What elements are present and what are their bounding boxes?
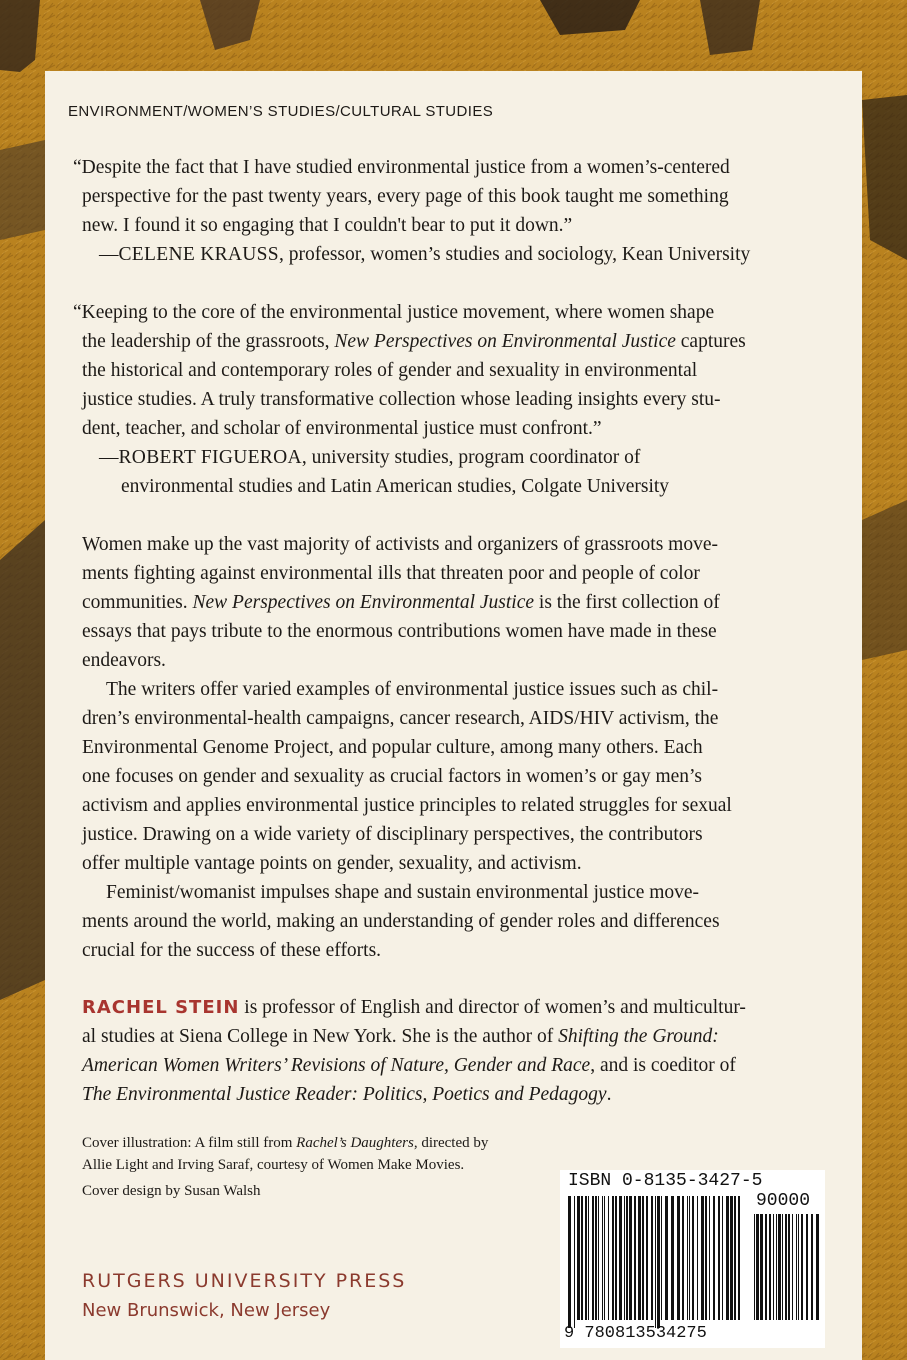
barcode-bar [734, 1196, 736, 1320]
desc-p1-line-5: endeavors. [82, 650, 166, 671]
barcode-bar [738, 1196, 740, 1320]
barcode-bar [665, 1196, 668, 1320]
barcode-bar [709, 1196, 710, 1320]
desc-p2-line-2: dren’s environmental-health campaigns, cancer research, AIDS/HIV activism, the [82, 708, 719, 729]
barcode-bar [682, 1196, 684, 1320]
author-bio-line4-post: . [606, 1084, 612, 1105]
quote1-attr-dash: — [99, 244, 119, 265]
quote1-line-3: new. I found it so engaging that I couldn't bear to put it down.” [82, 215, 573, 236]
barcode-bar [602, 1196, 603, 1320]
desc-p2-line-4: one focuses on gender and sexuality as crucial factors in women’s or gay men’s [82, 766, 703, 787]
barcode-bar [785, 1214, 787, 1320]
barcode-bar [788, 1214, 790, 1320]
ean-group-1: 780813 [584, 1324, 646, 1343]
ean-group-2: 534275 [645, 1324, 707, 1343]
barcode-bar [697, 1196, 698, 1320]
barcode-bar [642, 1196, 644, 1320]
author-bio-line2-pre: al studies at Siena College in New York. She is the author of [82, 1026, 559, 1047]
barcode-bar [730, 1196, 733, 1320]
quote2-line2-pre: the leadership of the grassroots, [82, 331, 335, 352]
price-code-text: 90000 [756, 1191, 811, 1211]
barcode-bar [629, 1196, 632, 1320]
barcode-bar [722, 1196, 723, 1320]
barcode-bar [760, 1214, 763, 1320]
author-book1-title-part2: American Women Writers’ Revisions of Nature, Gender and Race [82, 1055, 591, 1076]
quote2-line2-post: captures [675, 331, 746, 352]
author-bio-line1-rest: is professor of English and director of women’s and multicultur- [239, 997, 746, 1018]
barcode-bar [608, 1196, 609, 1320]
barcode-bar [689, 1196, 690, 1320]
quote2-attribution [99, 443, 640, 472]
ean-digits [564, 1324, 707, 1343]
author-bio-line-3 [82, 1051, 736, 1080]
barcode-bar [626, 1196, 628, 1320]
barcode-bar [577, 1196, 580, 1320]
cover-illustration-credit [82, 1132, 488, 1154]
barcode-bar [806, 1214, 808, 1320]
barcode-bar [713, 1196, 715, 1320]
author-bio-line-2 [82, 1022, 719, 1051]
desc-p3-line-3: crucial for the success of these efforts. [82, 940, 382, 961]
barcode-bar [604, 1196, 605, 1320]
barcode-bar [657, 1196, 660, 1328]
category-label: ENVIRONMENT/WOMEN’S STUDIES/CULTURAL STUDIES [68, 103, 494, 120]
desc-p2-line-3: Environmental Genome Project, and popular culture, among many others. Each [82, 737, 703, 758]
cover-illustration-credit-line-2: Allie Light and Irving Saraf, courtesy of Women Make Movies. [82, 1157, 465, 1173]
barcode-bar [687, 1196, 688, 1320]
desc-p1-line3-post: is the first collection of [534, 592, 720, 613]
quote1-line-1: “Despite the fact that I have studied environmental justice from a women’s-centered [73, 157, 730, 178]
publisher-name: RUTGERS UNIVERSITY PRESS [82, 1270, 407, 1292]
barcode-bar [638, 1196, 641, 1320]
barcode-bar [754, 1214, 755, 1320]
illus-pre: Cover illustration: A film still from [82, 1135, 297, 1151]
barcode-bar [655, 1196, 656, 1328]
quote2-attr-name: ROBERT FIGUEROA [118, 447, 302, 468]
barcode-bar [726, 1196, 729, 1320]
barcode-bar [612, 1196, 614, 1320]
desc-p2-line-6: justice. Drawing on a wide variety of disciplinary perspectives, the contributors [82, 824, 703, 845]
barcode-bar [592, 1196, 594, 1320]
desc-p1-book-title: New Perspectives on Environmental Justice [192, 592, 535, 613]
quote2-line-3: the historical and contemporary roles of gender and sexuality in environmental [82, 360, 698, 381]
barcode-bar [692, 1196, 694, 1320]
desc-p1-line-1: Women make up the vast majority of activists and organizers of grassroots move- [82, 534, 718, 555]
addon-barcode [752, 1214, 822, 1328]
barcode-bar [574, 1196, 575, 1328]
barcode-bar [624, 1196, 625, 1320]
quote1-attribution [99, 240, 750, 269]
desc-p3-line-2: ments around the world, making an understanding of gender roles and differences [82, 911, 720, 932]
barcode-bar [769, 1214, 771, 1320]
quote1-attr-rest: , professor, women’s studies and sociology, Kean University [278, 244, 751, 265]
barcode-bar [778, 1214, 781, 1320]
quote2-line-5: dent, teacher, and scholar of environmental justice must confront.” [82, 418, 602, 439]
barcode-bar [701, 1196, 704, 1320]
barcode-bar [588, 1196, 589, 1320]
ean-first-digit: 9 [564, 1324, 575, 1343]
quote1-line-2: perspective for the past twenty years, every page of this book taught me something [82, 186, 729, 207]
barcode-bar [798, 1214, 799, 1320]
quote2-line-4: justice studies. A truly transformative collection whose leading insights every stu- [82, 389, 721, 410]
desc-p3-line-1: Feminist/womanist impulses shape and sustain environmental justice move- [106, 882, 700, 903]
barcode-bar [619, 1196, 622, 1320]
barcode-bar [773, 1214, 774, 1320]
desc-p2-line-7: offer multiple vantage points on gender, sexuality, and activism. [82, 853, 582, 874]
desc-p2-line-1: The writers offer varied examples of environmental justice issues such as chil- [106, 679, 719, 700]
illus-film-title: Rachel’s Daughters [296, 1135, 414, 1151]
barcode-bar [765, 1214, 767, 1320]
barcode-bar [792, 1214, 793, 1320]
barcode-bar [651, 1196, 653, 1320]
isbn-text: ISBN 0-8135-3427-5 [568, 1171, 763, 1191]
desc-p1-line-3 [82, 588, 720, 617]
barcode-bar [801, 1214, 803, 1320]
barcode-bar [646, 1196, 648, 1320]
barcode-bar [677, 1196, 680, 1320]
author-book2-title: The Environmental Justice Reader: Politics, Poetics and Pedagogy [82, 1084, 607, 1105]
desc-p1-line-2: ments fighting against environmental ills that threaten poor and people of color [82, 563, 700, 584]
author-bio-line-1 [82, 993, 746, 1022]
barcode-bar [568, 1196, 571, 1328]
barcode-bar [782, 1214, 783, 1320]
author-book1-title-part1: Shifting the Ground: [558, 1026, 719, 1047]
quote1-attr-name: CELENE KRAUSS [118, 244, 279, 265]
barcode-bar [671, 1196, 674, 1320]
barcode-bar [615, 1196, 617, 1320]
barcode-bar [756, 1214, 759, 1320]
barcode-bar [776, 1214, 777, 1320]
barcode-bar [816, 1214, 819, 1320]
barcode-bar [585, 1196, 587, 1320]
quote2-attr-dash: — [99, 447, 119, 468]
author-bio-line-4 [82, 1080, 611, 1109]
quote2-attr-rest: , university studies, program coordinator of [301, 447, 641, 468]
barcode-bar [811, 1214, 813, 1320]
desc-p2-line-5: activism and applies environmental justice principles to related struggles for sexual [82, 795, 732, 816]
barcode-bar [595, 1196, 597, 1320]
barcode-bar [581, 1196, 583, 1320]
barcode-bar [705, 1196, 707, 1320]
illus-post: , directed by [413, 1135, 489, 1151]
publisher-location: New Brunswick, New Jersey [82, 1300, 331, 1321]
barcode-bar [598, 1196, 599, 1320]
desc-p1-line-4: essays that pays tribute to the enormous contributions women have made in these [82, 621, 717, 642]
desc-p1-line3-pre: communities. [82, 592, 193, 613]
barcode-bar [796, 1214, 797, 1320]
author-bio-line3-post: , and is coeditor of [590, 1055, 736, 1076]
quote2-line-2 [82, 327, 746, 356]
barcode-bar [718, 1196, 720, 1320]
cover-design-credit: Cover design by Susan Walsh [82, 1183, 261, 1199]
ean-barcode [566, 1196, 746, 1328]
quote2-book-title: New Perspectives on Environmental Justice [334, 331, 676, 352]
barcode-bar [661, 1196, 662, 1320]
author-name: RACHEL STEIN [82, 997, 240, 1018]
barcode-bar [634, 1196, 636, 1320]
quote2-line-1: “Keeping to the core of the environmental justice movement, where women shape [73, 302, 715, 323]
quote2-attribution-line-2: environmental studies and Latin American studies, Colgate University [121, 476, 670, 497]
